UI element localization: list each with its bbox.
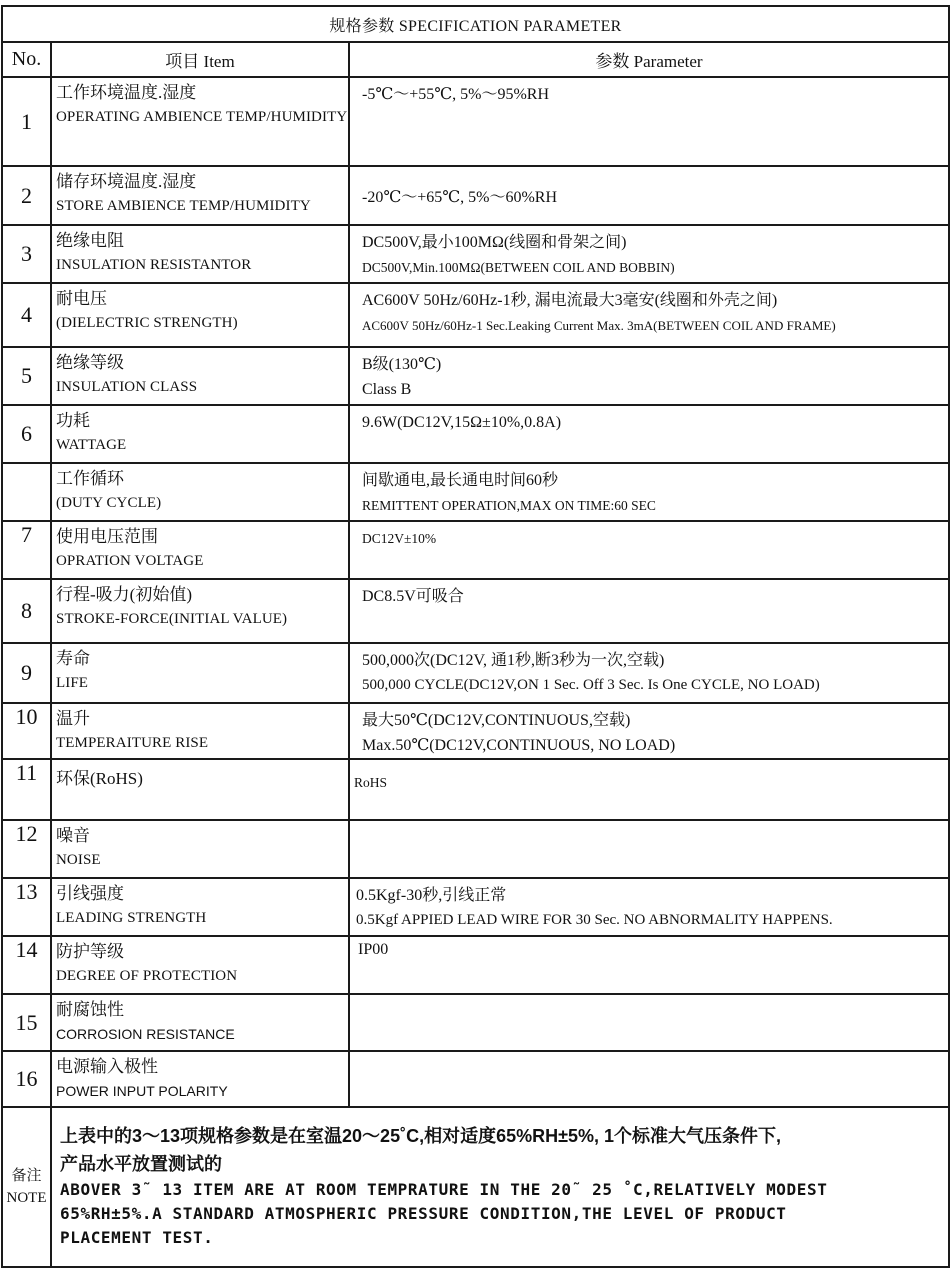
parameter-line: 9.6W(DC12V,15Ω±10%,0.8A) [362,414,562,431]
row-number: 1 [2,77,51,166]
parameter-cell [349,579,949,643]
parameter-line: AC600V 50Hz/60Hz-1秒, 漏电流最大3毫安(线圈和外壳之间) [362,292,778,309]
item-name-cn: 绝缘等级 [56,353,124,372]
item-cell [51,878,349,936]
row-number: 2 [2,166,51,225]
table-row [2,878,949,936]
title-row [2,6,949,42]
item-cell [51,463,349,521]
parameter-line: 间歇通电,最长通电时间60秒 [362,472,559,489]
item-cell [51,166,349,225]
item-name-en: STROKE-FORCE(INITIAL VALUE) [56,611,288,627]
item-name-en: OPERATING AMBIENCE TEMP/HUMIDITY [56,109,348,125]
note-row [2,1107,949,1267]
row-number: 14 [2,936,51,994]
row-number [2,463,51,521]
table-row [2,77,949,166]
item-name-en: WATTAGE [56,437,127,453]
table-row [2,1051,949,1107]
item-name-en: NOISE [56,852,101,868]
parameter-line: Class B [362,381,412,398]
item-name-cn: 寿命 [56,649,90,668]
item-cell [51,703,349,759]
note-text [51,1107,949,1267]
parameter-line: 0.5Kgf APPIED LEAD WIRE FOR 30 Sec. NO ABNORMALITY HAPPENS. [356,912,833,928]
table-row [2,820,949,878]
note-label-en: NOTE [6,1190,47,1206]
parameter-line: RoHS [354,775,388,790]
parameter-cell [349,994,949,1051]
table-row [2,643,949,703]
parameter-line: -5℃～+55℃, 5%～95%RH [362,86,550,103]
item-name-cn: 耐电压 [56,289,107,308]
row-number: 15 [2,994,51,1051]
item-name-cn: 行程-吸力(初始值) [56,585,192,604]
parameter-cell [349,759,949,820]
item-cell [51,643,349,703]
item-name-en: POWER INPUT POLARITY [56,1083,228,1099]
parameter-cell [349,77,949,166]
table-row [2,405,949,463]
table-title: 规格参数 SPECIFICATION PARAMETER [2,6,949,42]
note-line-en: ABOVER 3˜ 13 ITEM ARE AT ROOM TEMPRATURE IN THE 20˜ 25 ˚C,RELATIVELY MODEST [60,1180,828,1199]
table-row [2,936,949,994]
item-name-en: TEMPERAITURE RISE [56,735,209,751]
row-number: 13 [2,878,51,936]
parameter-cell [349,347,949,405]
item-name-en: DEGREE OF PROTECTION [56,968,238,984]
table-row [2,347,949,405]
item-name-en: INSULATION RESISTANTOR [56,257,252,273]
item-cell [51,521,349,579]
parameter-line: DC12V±10% [362,531,437,546]
parameter-line: IP00 [358,941,389,958]
parameter-cell [349,878,949,936]
item-name-cn: 工作环境温度.湿度 [56,83,197,102]
table-row [2,759,949,820]
item-name-cn: 使用电压范围 [56,527,158,546]
table-row [2,521,949,579]
item-name-en: LIFE [56,675,89,691]
note-label-cn: 备注 [11,1168,42,1184]
note-line-en: 65%RH±5%.A STANDARD ATMOSPHERIC PRESSURE CONDITION,THE LEVEL OF PRODUCT [60,1204,787,1223]
row-number: 4 [2,283,51,347]
parameter-cell [349,225,949,283]
item-name-cn: 温升 [56,709,90,728]
parameter-cell [349,936,949,994]
item-name-en: STORE AMBIENCE TEMP/HUMIDITY [56,198,311,214]
header-row [2,42,949,77]
table-row [2,225,949,283]
item-cell [51,759,349,820]
item-name-en: OPRATION VOLTAGE [56,553,204,569]
row-number: 16 [2,1051,51,1107]
row-number: 12 [2,820,51,878]
item-name-cn: 绝缘电阻 [56,231,124,250]
parameter-line: DC500V,最小100MΩ(线圈和骨架之间) [362,234,627,251]
header-item: 项目 Item [51,42,349,77]
header-no: No. [2,42,51,77]
item-name-cn: 工作循环 [56,469,124,488]
header-parameter: 参数 Parameter [349,42,949,77]
note-line-cn: 上表中的3～13项规格参数是在室温20～25˚C,相对适度65%RH±5%, 1个标准大气压条件下, [60,1126,781,1146]
item-name-en: CORROSION RESISTANCE [56,1026,235,1042]
parameter-cell [349,820,949,878]
item-cell [51,405,349,463]
parameter-line: 0.5Kgf-30秒,引线正常 [356,887,507,904]
parameter-cell [349,283,949,347]
parameter-cell [349,166,949,225]
specification-table [1,5,950,1268]
row-number: 11 [2,759,51,820]
table-row [2,463,949,521]
item-cell [51,77,349,166]
item-name-en: (DUTY CYCLE) [56,495,162,511]
table-row [2,283,949,347]
parameter-cell [349,405,949,463]
item-name-cn: 电源输入极性 [56,1057,158,1076]
note-line-en: PLACEMENT TEST. [60,1228,214,1247]
parameter-line: AC600V 50Hz/60Hz-1 Sec.Leaking Current Max. 3mA(BETWEEN COIL AND FRAME) [362,318,836,333]
parameter-line: 最大50℃(DC12V,CONTINUOUS,空载) [362,712,631,729]
item-name-cn: 引线强度 [56,884,124,903]
row-number: 7 [2,521,51,579]
parameter-cell [349,703,949,759]
table-row [2,703,949,759]
parameter-line: DC500V,Min.100MΩ(BETWEEN COIL AND BOBBIN) [362,260,675,275]
item-name-cn: 环保(RoHS) [56,769,143,788]
note-label [2,1107,51,1267]
row-number: 6 [2,405,51,463]
table-row [2,579,949,643]
parameter-line: DC8.5V可吸合 [362,588,464,605]
note-line-cn: 产品水平放置测试的 [60,1154,222,1174]
parameter-cell [349,1051,949,1107]
parameter-line: Max.50℃(DC12V,CONTINUOUS, NO LOAD) [362,737,676,754]
parameter-cell [349,463,949,521]
item-name-cn: 防护等级 [56,942,124,961]
row-number: 3 [2,225,51,283]
item-name-en: (DIELECTRIC STRENGTH) [56,315,238,331]
item-name-cn: 功耗 [56,411,90,430]
item-cell [51,579,349,643]
item-name-cn: 噪音 [56,826,90,845]
row-number: 9 [2,643,51,703]
item-cell [51,936,349,994]
item-cell [51,283,349,347]
item-name-en: INSULATION CLASS [56,379,198,395]
item-name-cn: 耐腐蚀性 [56,1000,124,1019]
item-cell [51,225,349,283]
table-row [2,166,949,225]
table-row [2,994,949,1051]
parameter-line: REMITTENT OPERATION,MAX ON TIME:60 SEC [362,498,656,513]
item-name-en: LEADING STRENGTH [56,910,207,926]
parameter-cell [349,521,949,579]
parameter-line: -20℃～+65℃, 5%～60%RH [362,189,558,206]
item-cell [51,347,349,405]
item-name-cn: 储存环境温度.湿度 [56,172,197,191]
parameter-cell [349,643,949,703]
row-number: 5 [2,347,51,405]
item-cell [51,994,349,1051]
parameter-line: B级(130℃) [362,356,442,373]
item-cell [51,820,349,878]
item-cell [51,1051,349,1107]
parameter-line: 500,000次(DC12V, 通1秒,断3秒为一次,空载) [362,652,665,669]
parameter-line: 500,000 CYCLE(DC12V,ON 1 Sec. Off 3 Sec. Is One CYCLE, NO LOAD) [362,677,820,693]
row-number: 10 [2,703,51,759]
row-number: 8 [2,579,51,643]
